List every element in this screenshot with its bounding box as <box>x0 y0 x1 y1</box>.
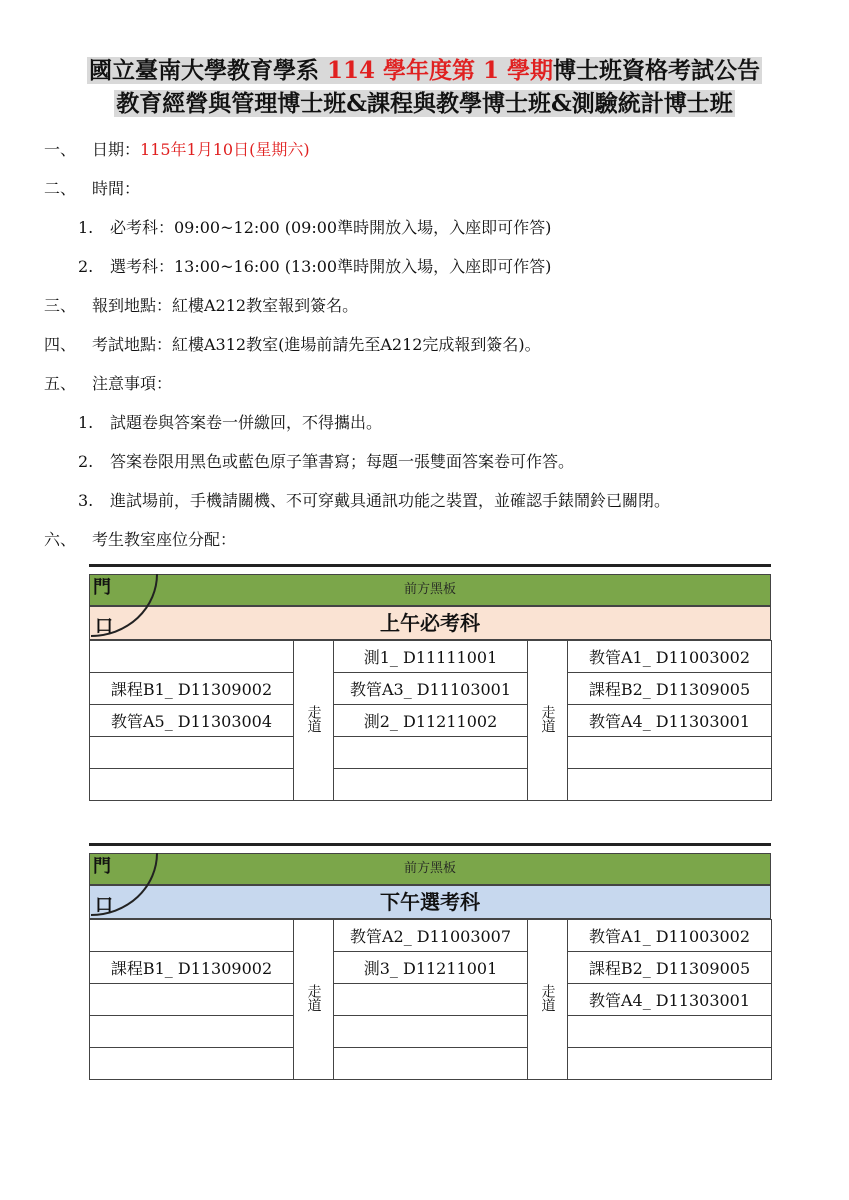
subitem-text: 必考科：09:00~12:00 (09:00準時開放入場，入座即可作答) <box>110 218 552 237</box>
note-subitem <box>78 451 574 473</box>
document-title-line1 <box>0 55 849 87</box>
seat-cell <box>568 1016 772 1048</box>
seat-cell: 教管A2_ D11003007 <box>334 920 528 952</box>
table-row <box>90 984 772 1016</box>
seat-grid-morning <box>89 640 772 801</box>
aisle-label: 走道 <box>305 983 322 1012</box>
item-label: 時間： <box>92 179 141 198</box>
item-number: 五、 <box>44 374 77 393</box>
seat-cell: 教管A4_ D11303001 <box>568 705 772 737</box>
item-notes <box>44 373 172 395</box>
seat-cell <box>334 984 528 1016</box>
seat-cell: 課程B1_ D11309002 <box>90 673 294 705</box>
seat-cell: 課程B2_ D11309005 <box>568 952 772 984</box>
front-blackboard <box>89 853 771 885</box>
aisle-label: 走道 <box>539 704 556 733</box>
subitem-number: 1. <box>78 218 94 237</box>
seat-cell: 課程B1_ D11309002 <box>90 952 294 984</box>
door-label: 門 <box>93 856 111 877</box>
door-label: 門 <box>93 577 111 598</box>
seat-cell <box>90 641 294 673</box>
seat-cell <box>568 769 772 801</box>
table-row <box>90 769 772 801</box>
seat-cell: 測2_ D11211002 <box>334 705 528 737</box>
item-number: 三、 <box>44 296 77 315</box>
subitem-text: 選考科：13:00~16:00 (13:00準時開放入場，入座即可作答) <box>110 257 552 276</box>
door-label: 口 <box>95 616 113 637</box>
seat-cell <box>334 1048 528 1080</box>
seat-cell: 測3_ D11211001 <box>334 952 528 984</box>
door-label: 口 <box>95 895 113 916</box>
front-blackboard <box>89 574 771 606</box>
item-exam-location <box>44 334 541 356</box>
note-subitem <box>78 412 382 434</box>
seat-cell: 教管A4_ D11303001 <box>568 984 772 1016</box>
session-title: 上午必考科 <box>380 611 480 635</box>
item-time <box>44 178 140 200</box>
item-date <box>44 139 310 161</box>
item-text: 報到地點：紅樓A212教室報到簽名。 <box>92 296 359 315</box>
table-row <box>90 673 772 705</box>
session-header-morning <box>89 606 771 640</box>
table-row <box>90 920 772 952</box>
aisle <box>294 920 334 1080</box>
seat-cell: 測1_ D11111001 <box>334 641 528 673</box>
subitem-number: 1. <box>78 413 94 432</box>
subitem-text: 答案卷限用黑色或藍色原子筆書寫；每題一張雙面答案卷可作答。 <box>110 452 575 471</box>
top-border <box>89 843 771 846</box>
seat-cell <box>90 1016 294 1048</box>
subitem-text: 試題卷與答案卷一併繳回，不得攜出。 <box>110 413 383 432</box>
table-row <box>90 737 772 769</box>
session-title: 下午選考科 <box>380 890 480 914</box>
subitem-number: 2. <box>78 257 94 276</box>
aisle <box>528 641 568 801</box>
session-header-afternoon <box>89 885 771 919</box>
seat-cell: 教管A1_ D11003002 <box>568 920 772 952</box>
seat-cell <box>568 737 772 769</box>
table-row <box>90 641 772 673</box>
table-row <box>90 705 772 737</box>
item-label: 日期： <box>92 140 141 159</box>
seat-cell <box>90 769 294 801</box>
item-number: 一、 <box>44 140 77 159</box>
exam-date: 115年1月10日(星期六) <box>140 140 310 159</box>
blackboard-label: 前方黑板 <box>403 582 456 597</box>
subitem-number: 3. <box>78 491 94 510</box>
seat-grid-afternoon <box>89 919 772 1080</box>
seat-cell: 課程B2_ D11309005 <box>568 673 772 705</box>
title-semester: 114 學年度第 1 學期 <box>326 57 554 84</box>
item-number: 六、 <box>44 530 77 549</box>
seat-cell <box>568 1048 772 1080</box>
document-title-line2 <box>0 88 849 120</box>
item-number: 二、 <box>44 179 77 198</box>
item-number: 四、 <box>44 335 77 354</box>
aisle <box>294 641 334 801</box>
time-subitem <box>78 217 551 239</box>
aisle-label: 走道 <box>305 704 322 733</box>
seat-cell <box>90 920 294 952</box>
title-suffix: 博士班資格考試公告 <box>553 57 761 84</box>
title-prefix: 國立臺南大學教育學系 <box>88 57 327 84</box>
seat-cell <box>90 984 294 1016</box>
item-label: 注意事項： <box>92 374 173 393</box>
item-text: 考試地點：紅樓A312教室(進場前請先至A212完成報到簽名)。 <box>92 335 541 354</box>
seat-cell: 教管A3_ D11103001 <box>334 673 528 705</box>
subitem-text: 進試場前，手機請關機、不可穿戴具通訊功能之裝置，並確認手錶鬧鈴已關閉。 <box>110 491 671 510</box>
table-row <box>90 1016 772 1048</box>
seat-cell: 教管A5_ D11303004 <box>90 705 294 737</box>
note-subitem <box>78 490 670 512</box>
seat-cell <box>90 737 294 769</box>
subitem-number: 2. <box>78 452 94 471</box>
seat-cell <box>334 769 528 801</box>
item-label: 考生教室座位分配： <box>92 530 237 549</box>
seat-cell <box>90 1048 294 1080</box>
title-programs: 教育經營與管理博士班&課程與教學博士班&測驗統計博士班 <box>116 90 733 117</box>
table-row <box>90 1048 772 1080</box>
item-checkin-location <box>44 295 358 317</box>
aisle <box>528 920 568 1080</box>
item-seating <box>44 529 236 551</box>
table-row <box>90 952 772 984</box>
seat-cell <box>334 737 528 769</box>
seat-cell <box>334 1016 528 1048</box>
aisle-label: 走道 <box>539 983 556 1012</box>
time-subitem <box>78 256 551 278</box>
blackboard-label: 前方黑板 <box>403 861 456 876</box>
top-border <box>89 564 771 567</box>
seat-cell: 教管A1_ D11003002 <box>568 641 772 673</box>
